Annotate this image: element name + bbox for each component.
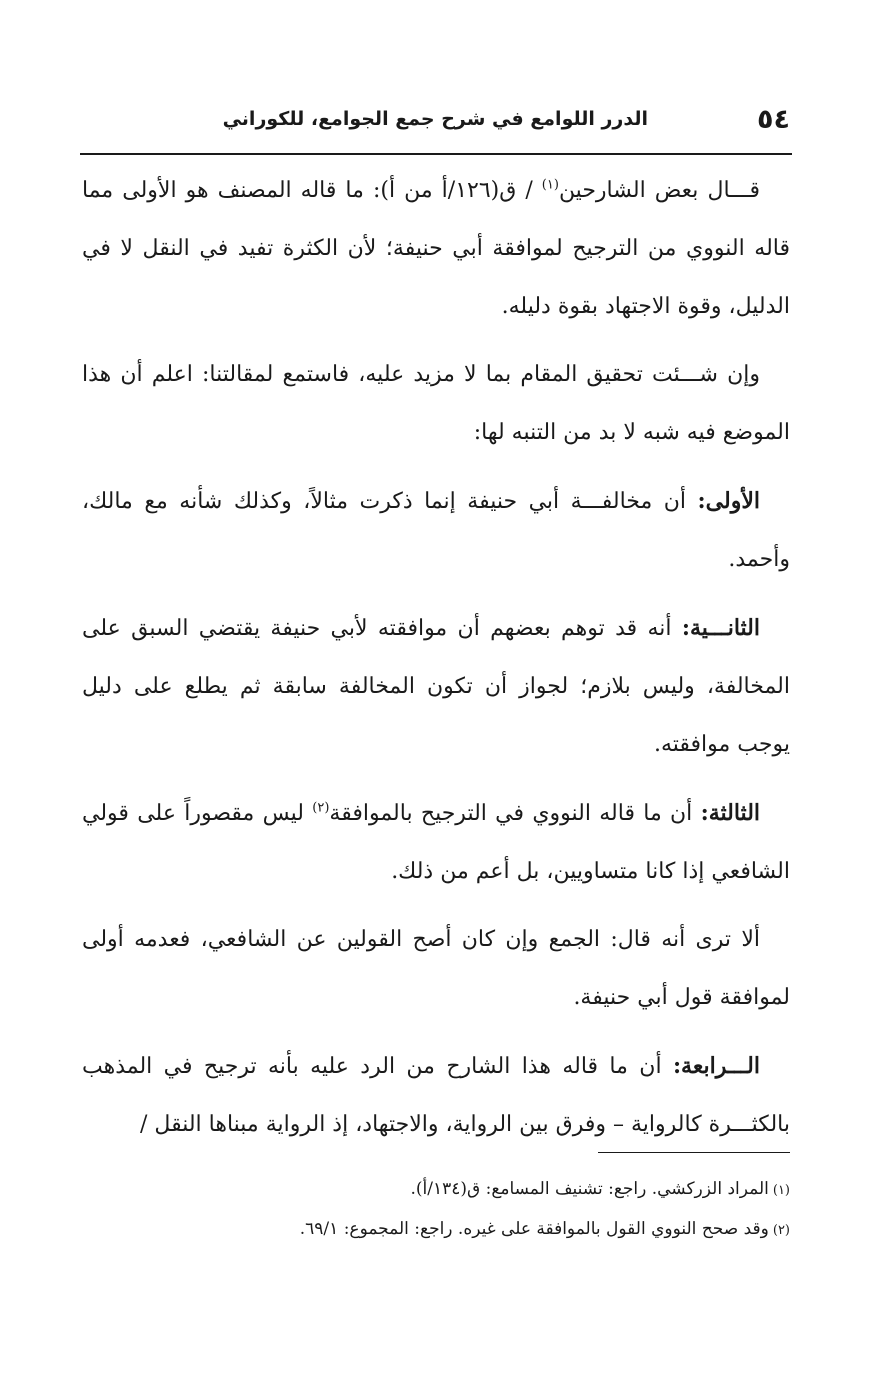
paragraph-text: أن ما قاله النووي في الترجيح بالموافقة	[329, 801, 701, 826]
footnote-2	[82, 1210, 790, 1250]
footnote-text: وقد صحح النووي القول بالموافقة على غيره. راجع: المجموع: ٦٩/١.	[299, 1219, 769, 1239]
paragraph-text: / ق(١٢٦/أ من أ): ما قاله المصنف هو الأولى مما قاله النووي من الترجيح لموافقة أبي حنيفة؛ لأن الكثرة تفيد في النقل لا في الدليل، وقوة الاجتهاد بقوة دليله.	[82, 178, 790, 319]
paragraph-7	[82, 1037, 790, 1154]
paragraph-text: أن ما قاله هذا الشارح من الرد عليه بأنه ترجيح في المذهب بالكثـــرة كالرواية – وفرق بين الرواية، والاجتهاد، إذ الرواية مبناها النقل /	[82, 1054, 790, 1137]
paragraph-3	[82, 472, 790, 589]
footnote-number: (٢)	[772, 1223, 790, 1238]
paragraph-4	[82, 599, 790, 774]
running-title: الدرر اللوامع في شرح جمع الجوامع، للكوراني	[222, 108, 648, 130]
paragraph-text: قـــال بعض الشارحين	[558, 178, 760, 203]
point-label-first: الأولى:	[697, 488, 760, 514]
body-text	[82, 162, 790, 1164]
paragraph-text: أن مخالفـــة أبي حنيفة إنما ذكرت مثالاً، وكذلك شأنه مع مالك، وأحمد.	[82, 489, 790, 572]
page-header	[82, 98, 790, 148]
paragraph-text: ليس مقصوراً على قولي الشافعي إذا كانا متساويين، بل أعم من ذلك.	[82, 801, 790, 884]
paragraph-text: ألا ترى أنه قال: الجمع وإن كان أصح القولين عن الشافعي، فعدمه أولى لموافقة قول أبي حنيفة.	[82, 927, 790, 1010]
footnote-separator	[598, 1152, 790, 1153]
paragraph-2	[82, 346, 790, 462]
paragraph-text: وإن شـــئت تحقيق المقام بما لا مزيد عليه، فاستمع لمقالتنا: اعلم أن هذا الموضع فيه شبه لا بد من التنبه لها:	[82, 362, 790, 445]
page-number: ٥٤	[757, 104, 790, 135]
footnote-number: (١)	[772, 1183, 790, 1198]
header-rule	[80, 153, 792, 155]
paragraph-text: أنه قد توهم بعضهم أن موافقته لأبي حنيفة يقتضي السبق على المخالفة، وليس بلازم؛ لجواز أن تكون المخالفة سابقة ثم يطلع على دليل يوجب موافقته.	[82, 616, 790, 757]
footnotes	[82, 1170, 790, 1250]
paragraph-5	[82, 784, 790, 901]
point-label-fourth: الـــرابعة:	[672, 1053, 760, 1079]
footnote-text: المراد الزركشي. راجع: تشنيف المسامع: ق(١٣٤/أ).	[410, 1179, 769, 1199]
paragraph-6	[82, 911, 790, 1027]
point-label-third: الثالثة:	[700, 800, 761, 826]
footnote-1	[82, 1170, 790, 1210]
footnote-ref-1: (١)	[541, 177, 559, 193]
footnote-ref-2: (٢)	[312, 800, 330, 816]
point-label-second: الثانـــية:	[681, 615, 760, 641]
paragraph-1	[82, 162, 790, 336]
